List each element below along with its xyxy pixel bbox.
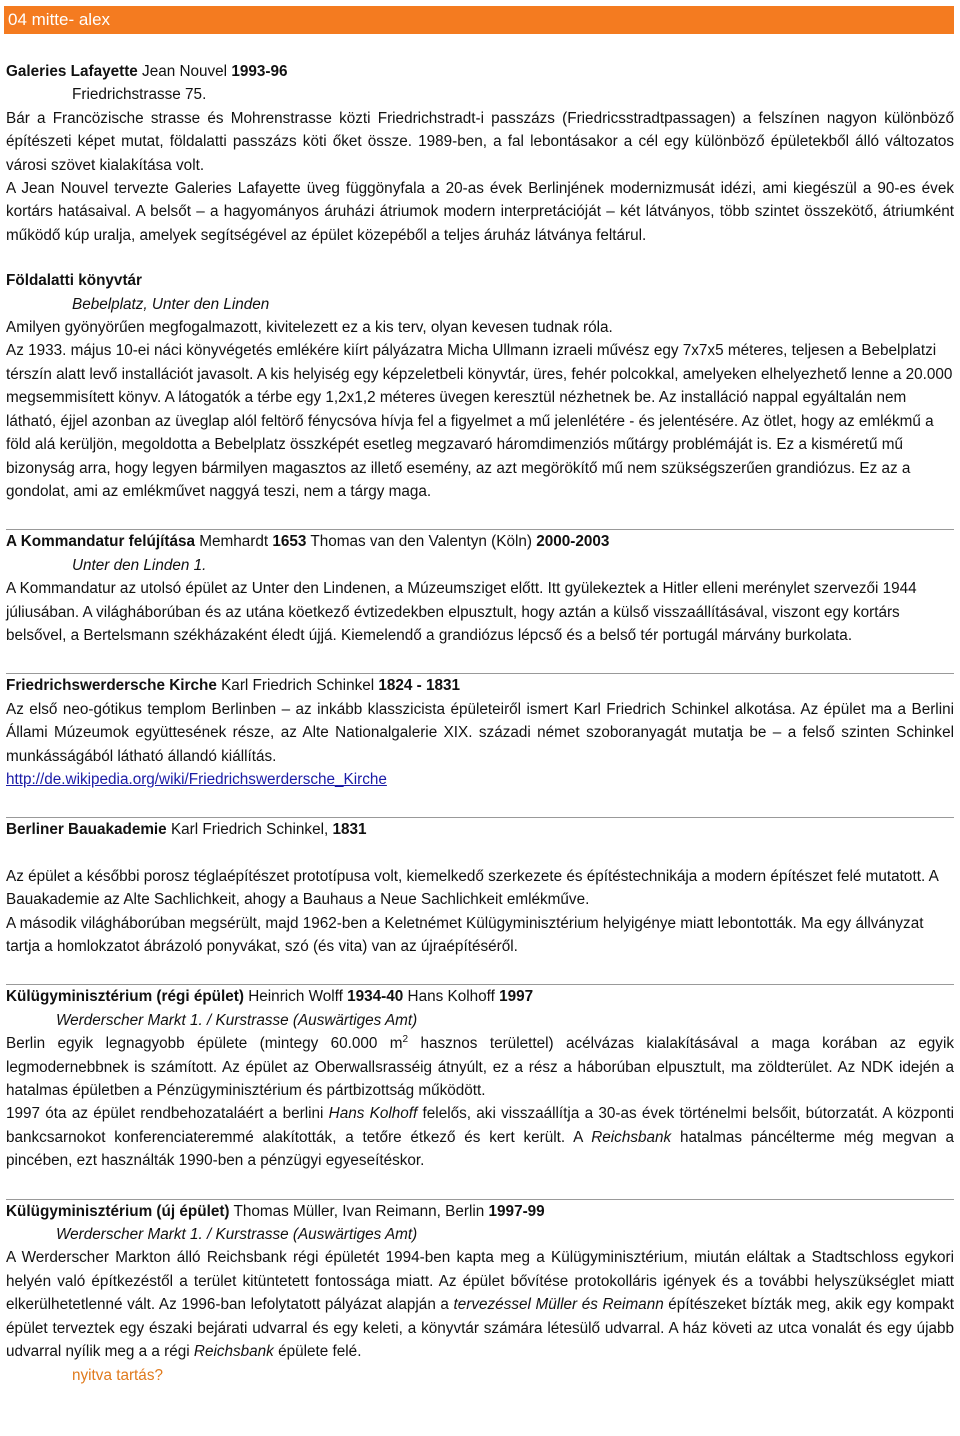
section-bauakademie: [6, 818, 954, 958]
section-title: Földalatti könyvtár: [6, 272, 142, 290]
paragraph: Az 1933. május 10-ei náci könyvégetés emlékére kiírt pályázatra Micha Ullmann izraeli művész egy 7x7x5 méteres, teljesen a Bebelplatzi térszín alatt levő installációt javasolt. A kis helyiség egy képzeletbeli könyvtár, üres, fehér polcokkal, amelyeken elhelyezhető lenne a 20.000 megsemmisített könyv. A látogatók a térbe egy 1,2x1,2 méteres üvegen keresztül nézhetnek be. Az installáció nappal egyáltalán nem látható, éjjel azonban az üveglap alól feltörő fénycsóva hívja fel a figyelmet a mű jelenlétére - és jelentésére. Az ötlet, hogy az emlékmű a föld alá kerüljön, megoldotta a Bebelplatz összképét esetleg megzavaró háromdimenziós műtárgy problémáját is. Ez a kisméretű mű bizonyság arra, hogy legyen bármilyen magasztos az illető esemény, az azt megörökítő mű nem szükségszerűen grandiózus. Ez az a gondolat, ami az emlékművet naggyá teszi, nem a tárgy maga.: [6, 342, 953, 500]
section-foreign-ministry-old: [6, 985, 954, 1172]
section-friedrichswerdersche-kirche: [6, 674, 954, 791]
section-address: Werderscher Markt 1. / Kurstrasse (Auswärtiges Amt): [56, 1226, 418, 1244]
document-header-bar: [4, 6, 954, 34]
section-foreign-ministry-new: [6, 1200, 954, 1387]
section-galeries-lafayette: [6, 60, 954, 247]
section-title: A Kommandatur felújítása Memhardt 1653 Thomas van den Valentyn (Köln) 2000-2003: [6, 533, 610, 551]
section-address: Unter den Linden 1.: [72, 556, 207, 574]
section-address: Bebelplatz, Unter den Linden: [72, 295, 270, 313]
section-title: Friedrichswerdersche Kirche Karl Friedrich Schinkel 1824 - 1831: [6, 677, 461, 695]
paragraph: Amilyen gyönyörűen megfogalmazott, kivitelezett ez a kis terv, olyan kevesen tudnak róla.: [6, 319, 613, 337]
wikipedia-link-line: [6, 768, 954, 791]
paragraph: A Kommandatur az utolsó épület az Unter den Lindenen, a Múzeumsziget előtt. Itt gyülekeztek a Hitler elleni merénylet szervezői 1944 júliusában. A világháborúban és az utána köetkező évtizedekben elpusztult, hogy aztán a külső visszaállításával, viszont egy kortárs belsővel, a Bertelsmann székházaként éledt újjá. Kiemelendő a grandiózus lépcső és a belső tér portugál márvány burkolata.: [6, 580, 917, 644]
paragraph: Az épület a későbbi porosz téglaépítészet prototípusa volt, kiemelkedő szerkezete és építéstechnikája a modern építészet felé mutatott. A Bauakademie az Alte Sachlichkeit, ahogy a Bauhaus a Neue Sachlichkeit emlékműve.: [6, 867, 938, 909]
section-title: Külügyminisztérium (régi épület) Heinrich Wolff 1934-40 Hans Kolhoff 1997: [6, 988, 534, 1006]
section-underground-library: [6, 269, 954, 503]
section-title: Külügyminisztérium (új épület) Thomas Müller, Ivan Reimann, Berlin 1997-99: [6, 1202, 545, 1220]
opening-hours-note: nyitva tartás?: [72, 1366, 163, 1384]
wikipedia-link[interactable]: http://de.wikipedia.org/wiki/Friedrichswerdersche_Kirche: [6, 770, 387, 788]
section-kommandatur: [6, 530, 954, 647]
section-title: Galeries Lafayette Jean Nouvel 1993-96: [6, 63, 288, 80]
paragraph: Berlin egyik legnagyobb épülete (mintegy 60.000 $m^2$ hasznos területtel) acélvázas kialakításával a maga korában az egyik legmodernebbnek is számított. Az épület az Oberwallsrasséig átnyúlt, ez a rész a háborúban elpusztult, ma zöldterület. Az NDK idején a hatalmas épületben a Pénzügyminisztérium és pártbizottság működött.: [6, 1034, 954, 1100]
paragraph: A Jean Nouvel tervezte Galeries Lafayette üveg függönyfala a 20-as évek Berlinjének modernizmusát idézi, ami kiegészül a 90-es évek kortárs hatásaival. A belsőt – a hagyományos áruházi átriumok modern interpretációját – két látványos, több szintet összekötő, átriumként működő kúp uralja, amelyek segítségével az épület közepéből a teljes áruház látványa feltárul.: [6, 180, 954, 244]
paragraph: 1997 óta az épület rendbehozataláért a berlini Hans Kolhoff felelős, aki visszaállítja a 30-as évek történelmi belsőit, bútorzatát. A központi bankcsarnokot konferenciateremmé alakították, a tetőre étkező és kert került. A Reichsbank hatalmas páncélterme még megvan a pincében, ezt használták 1990-ben a pénzügyi egyeseítéskor.: [6, 1105, 955, 1170]
paragraph: Az első neo-gótikus templom Berlinben – az inkább klasszicista épületeiről ismert Karl Friedrich Schinkel alkotása. Az épület ma a Berlini Állami Múzeumok együttesének része, az Alte Nationalgalerie XIX. századi német szoboranyagát mutatja be – a felső szinten Schinkel munkásságából látható állandó kiállítás.: [6, 700, 954, 765]
paragraph: A második világháborúban megsérült, majd 1962-ben a Keletnémet Külügyminisztérium helyigénye miatt lebontották. Ma egy állványzat tartja a homlokzatot ábrázoló ponyvákat, szó (és vita) van az újraépítéséről.: [6, 914, 924, 955]
section-address: Werderscher Markt 1. / Kurstrasse (Auswärtiges Amt): [56, 1011, 418, 1029]
paragraph: Bár a Francözische strasse és Mohrenstrasse közti Friedrichstradt-i passzázs (Friedricsstradtpassagen) a felszínen nagyon különböző építészeti képet mutat, földalatti passzázs köti őket össze. 1989-ben, a fal lebontásakor a cél egy különböző épületekből álló változatos városi szövet kialakítása volt.: [6, 109, 954, 174]
section-title: Berliner Bauakademie Karl Friedrich Schinkel, 1831: [6, 821, 367, 839]
header-title: 04 mitte- alex: [8, 10, 111, 29]
document-body: [6, 60, 954, 1387]
paragraph: A Werderscher Markton álló Reichsbank régi épületét 1994-ben kapta meg a Külügyminisztérium, miután eláltak a Stadtschloss egykori helyén való építkezéstől a terület kitüntetett fontossága miatt. Az épület bővítése protokolláris igények és a további helyszükséglet miatt elkerülhetetlenné vált. Az 1996-ban lefolytatott pályázat alapján a tervezéssel Müller és Reimann építészeket bízták meg, akik egy kompakt épület terveztek egy északi bejárati udvarral és egy keleti, a könyvtár számára létesülő udvarral. A ház követi az utca vonalát és egy újabb udvarral nyílik meg a a régi Reichsbank épülete felé.: [6, 1249, 954, 1361]
section-address: Friedrichstrasse 75.: [72, 86, 207, 104]
